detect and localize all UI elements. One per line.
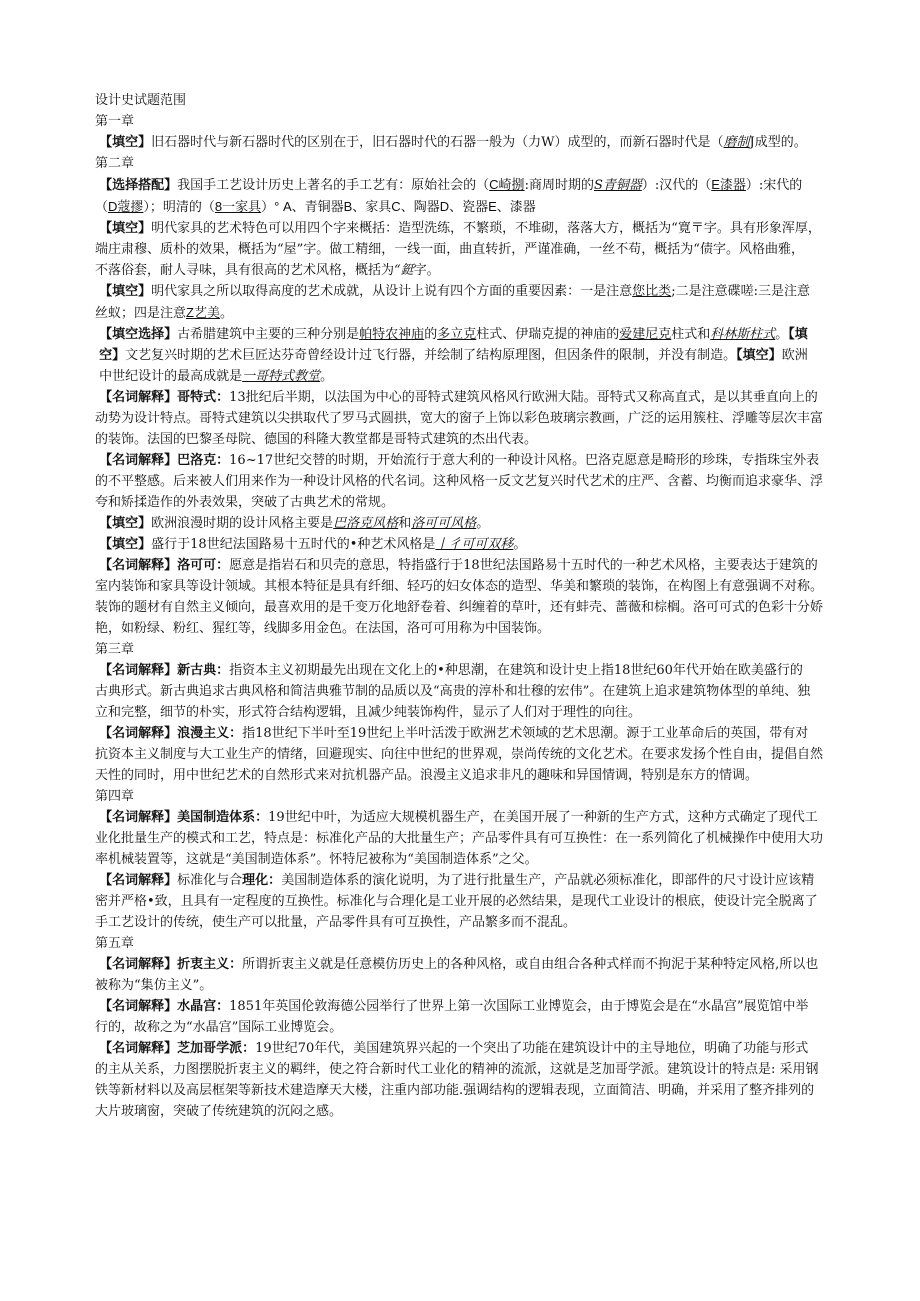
text: 铁等新材料以及高层框架等新技术建造摩天大楼，注重内部功能.强调结构的逻辑表现，立面简洁、明确，并采用了整齐排列的 [95, 1083, 815, 1098]
text: 的主从关系，力图摆脱折衷主义的羁绊，使之符合新时代工业化的精神的流派，这就是芝加哥学派。建筑设计的特点是: 采用钢 [95, 1062, 819, 1077]
paragraph-greek-orders [95, 324, 830, 387]
text: 明代家具之所以取得高度的艺术成就，从设计上说有四个方面的重要因素：一是注意 [151, 284, 633, 299]
answer: D蔻摎 [108, 199, 144, 214]
tag-label: 【填 [788, 327, 808, 342]
document-page [95, 90, 830, 1122]
text: 美国制造体系的演化说明，为了进行批量生产，产品就必须标准化，即部件的尺寸设计应该精 [281, 873, 815, 888]
paragraph-rococo [95, 555, 830, 639]
text: 密并严格•致，且具有一定程度的互换性。标准化与合理化是工业开展的必然结果，是现代工业设计的根底，使设计完全脱离了 [95, 894, 818, 909]
text: :商周时期的 [524, 178, 594, 193]
chapter-heading-3: 第三章 [95, 642, 135, 657]
text: ）° A、青铜器B、家具C、陶器D、瓷器E、漆器 [261, 199, 536, 214]
answer: 寛〒 [677, 221, 704, 236]
text: 指18世纪下半叶至19世纪上半叶活泼于欧洲艺术领域的艺术思潮。源于工业革命后的英国，带有对 [242, 726, 809, 741]
text: 抗资本主义制度与大工业生产的情绪，回避现实、向往中世纪的世界观，崇尚传统的文化艺术。在要求发扬个性自由，提倡自然 [95, 747, 824, 762]
text: 夸和矫揉造作的外表效果，突破了古典艺术的常规。 [95, 495, 395, 510]
term-label: 【名词解释】 [99, 873, 178, 888]
text: 丝蚁；四是注意 [95, 306, 187, 321]
text: 不落俗套，耐人寻味，具有很高的艺术风格，概括为 [95, 263, 395, 278]
term-label: 【名词解释】芝加哥学派： [99, 1041, 256, 1056]
text: 率机械装置等，这就是“美国制造体系”。怀特尼被称为“美国制造体系”之父。 [95, 852, 538, 867]
text: 愿意是指岩石和贝壳的意思，特指盛行于18世纪法国路易十五时代的一种艺术风格，主要表达于建筑的 [229, 558, 818, 573]
text: 旧石器时代与新石器时代的区别在于，旧石器时代的石器一般为（力W）成型的，而新石器时代是（ [151, 135, 724, 150]
paragraph-baroque [95, 450, 830, 513]
text: 欧洲浪漫时期的设计风格主要是 [151, 516, 334, 531]
paragraph-eclecticism [95, 954, 830, 996]
tag-label: 【填空】 [736, 348, 782, 363]
term-label: 【名词解释】美国制造体系： [99, 810, 269, 825]
text: 古希腊建筑中主要的三种分别是 [177, 327, 360, 342]
answer: 爱建尼克 [619, 327, 672, 342]
paragraph-crystal-palace [95, 996, 830, 1038]
term-label: 【名词解释】浪漫主义： [99, 726, 243, 741]
answer: 巴洛克风格 [333, 516, 399, 531]
text: 。 [775, 327, 789, 342]
term-label: 理化： [242, 873, 282, 888]
document-title: 设计史试题范围 [95, 93, 187, 108]
chapter-heading-1: 第一章 [95, 114, 135, 129]
text: 室内装饰和家具等设计领域。其根本特征是具有纤细、轻巧的妇女体态的造型、华美和繁琐的装饰，在构图上有意强调不对称。 [95, 579, 824, 594]
answer: 多立克 [437, 327, 477, 342]
text: 的不平整感。后来被人们用来作为一种设计风格的代名词。这种风格一反文艺复兴时代艺术的庄严、含蓄、均衡而追求豪华、浮 [95, 474, 824, 489]
text: 装饰的题材有自然主义倾向，最喜欢用的是千变万化地舒卷着、纠缠着的草叶，还有蚌壳、蔷薇和棕榈。洛可可式的色彩十分娇 [95, 600, 824, 615]
paragraph-ming-furniture-style [95, 218, 830, 281]
text: 艳，如粉绿、粉红、猩红等，线脚多用金色。在法国，洛可可用称为中国装饰。 [95, 621, 551, 636]
text: 字。具有形象浑厚， [703, 221, 821, 236]
tag-label: 【填空】 [99, 284, 152, 299]
tag-label: 【填空选择】 [99, 327, 178, 342]
text: 立和完整，细节的朴实，形式符合结构逻辑，且减少纯装饰构件，显示了人们对于理性的向往。 [95, 705, 642, 720]
text: 被称为“集仿主义”。 [95, 978, 213, 993]
term-label: 【名词解释】巴洛克： [99, 453, 230, 468]
text: 指资本主义初期最先出现在文化上的•种思潮，在建筑和设计史上指18世纪60年代开始在欧美盛行的 [229, 663, 803, 678]
tag-label: 【填空】 [99, 516, 152, 531]
text: 古典形式。新古典追求古典风格和简洁典雅节制的品质以及“高贵的淳朴和壮穆的宏伟”。在建筑上追求建筑物体型的单纯、独 [95, 684, 811, 699]
answer: 洛可可风格 [411, 516, 477, 531]
answer: C崎捌 [489, 177, 525, 192]
paragraph-chicago-school [95, 1038, 830, 1122]
text: 13批纪后半期，以法国为中心的哥特式建筑风格风行欧洲大陆。哥特式又称高直式，是以其垂直向上的 [229, 390, 818, 405]
paragraph-romanticism [95, 723, 830, 786]
text: 业化批量生产的模式和工艺，特点是：标准化产品的大批量生产；产品零件具有可互换性：在一系列简化了机械操作中使用大功 [95, 831, 824, 846]
text: 欧洲 [781, 348, 808, 363]
text: 我国手工艺设计历史上著名的手工艺有：原始社会的（ [177, 178, 490, 193]
answer: S青铜器 [593, 178, 642, 193]
text: 的 [424, 327, 438, 342]
text: 手工艺设计的传统，使生产可以批量，产品零件具有可互换性，产品繁多而不混乱。 [95, 915, 577, 930]
paragraph-stone-age [95, 132, 830, 153]
answer: 8一家具 [214, 199, 262, 214]
tag-label: 【选择搭配】 [99, 178, 178, 193]
text: 的装饰。法国的巴黎圣母院、德国的科隆大教堂都是哥特式建筑的杰出代表。 [95, 432, 538, 447]
text: 明代家具的艺术特色可以用四个字来概括：造型洗练，不繁琐，不堆砌，落落大方，概括为“ [151, 221, 678, 236]
term-label: 【名词解释】水晶宫： [99, 999, 230, 1014]
text: 。 [513, 537, 527, 552]
text: J成型的。 [749, 135, 807, 150]
text: ;二是注意碟嗟:三是注意 [671, 284, 810, 299]
paragraph-standardization [95, 870, 830, 933]
text: 盛行于18世纪法国路易十五时代的•种艺术风格是 [151, 537, 436, 552]
term-label: 【名词解释】折衷主义： [99, 957, 243, 972]
text: 。 [320, 369, 334, 384]
text: 大片玻璃窗，突破了传统建筑的沉闷之感。 [95, 1104, 343, 1119]
term-label: 【名词解释】新古典： [99, 663, 230, 678]
text: 19世纪70年代，美国建筑界兴起的一个突出了功能在建筑设计中的主导地位，明确了功能与形式 [255, 1041, 809, 1056]
paragraph-louis-xv [95, 534, 830, 555]
tag-label: 空】 [99, 348, 126, 363]
text: 标准化与合 [177, 873, 243, 888]
text: 1851年英国伦敦海德公园举行了世界上第一次国际工业博览会，由于博览会是在“水晶宫”展览馆中举 [229, 999, 809, 1014]
paragraph-handicrafts [95, 174, 830, 218]
answer: 丨彳可可双移 [435, 537, 514, 552]
term-label: 【名词解释】哥特式： [99, 390, 230, 405]
text: 19世纪中叶，为适应大规模机器生产，在美国开展了一种新的生产方式，这种方式确定了现代工 [268, 810, 818, 825]
answer: 帕特农神庙 [359, 327, 425, 342]
text: 16~17世纪交替的时期，开始流行于意大利的一种设计风格。巴洛克愿意是畸形的珍珠，专指珠宝外表 [229, 453, 820, 468]
paragraph-gothic [95, 387, 830, 450]
tag-label: 【填空】 [99, 221, 152, 236]
answer: 一哥特式教堂 [242, 369, 321, 384]
text: ）:汉代的（ [641, 178, 712, 193]
paragraph-neoclassical [95, 660, 830, 723]
term-label: 【名词解释】洛可可： [99, 558, 230, 573]
text: ）:宋代的 [745, 178, 803, 193]
answer: 您比类 [632, 284, 672, 299]
text: 行的，故称之为“水晶宫”国际工业博览会。 [95, 1020, 343, 1035]
answer: “鋌 [394, 263, 414, 278]
text: 文艺复兴时期的艺术巨匠达芬奇曾经设计过飞行器，并绘制了结构原理图，但因条件的限制，并没有制造。 [125, 348, 737, 363]
text: 和 [398, 516, 412, 531]
text: 。 [219, 306, 233, 321]
answer: 磨制 [723, 135, 750, 150]
answer: 科林斯柱式 [710, 327, 776, 342]
text: 端庄肃穆、质朴的效果，概括为“屋”字。做工精细，一线一面，曲直转折，严谨准确，一丝不苟，概括为“债字。风格曲雅， [95, 242, 804, 257]
answer: Z艺美 [186, 305, 220, 320]
text: 柱式和 [671, 327, 711, 342]
answer: E漆器 [711, 177, 746, 192]
tag-label: 【填空】 [99, 537, 152, 552]
text: 中世纪设计的最高成就是 [99, 369, 243, 384]
tag-label: 【填空】 [99, 135, 152, 150]
text: 动势为设计特点。哥特式建筑以尖拱取代了罗马式圆拱，宽大的窗子上饰以彩色玻璃宗教画，广泛的运用簇柱、浮雕等层次丰富 [95, 411, 824, 426]
chapter-heading-4: 第四章 [95, 789, 135, 804]
text: （ [95, 200, 109, 215]
text: 。 [476, 516, 490, 531]
text: ）；明清的（ [143, 200, 215, 215]
text: 柱式、伊瑞克提的神庙的 [476, 327, 620, 342]
text: 天性的同时，用中世纪艺术的自然形式来对抗机器产品。浪漫主义追求非凡的趣味和异国情调，特别是东方的情调。 [95, 768, 759, 783]
paragraph-american-system [95, 807, 830, 870]
chapter-heading-2: 第二章 [95, 156, 135, 171]
text: 字。 [413, 263, 440, 278]
paragraph-romantic-styles [95, 513, 830, 534]
text: 所谓折衷主义就是任意模仿历史上的各种风格，或自由组合各种式样而不拘泥于某种特定风格,所以也 [242, 957, 819, 972]
chapter-heading-5: 第五章 [95, 936, 135, 951]
paragraph-ming-furniture-factors [95, 281, 830, 324]
